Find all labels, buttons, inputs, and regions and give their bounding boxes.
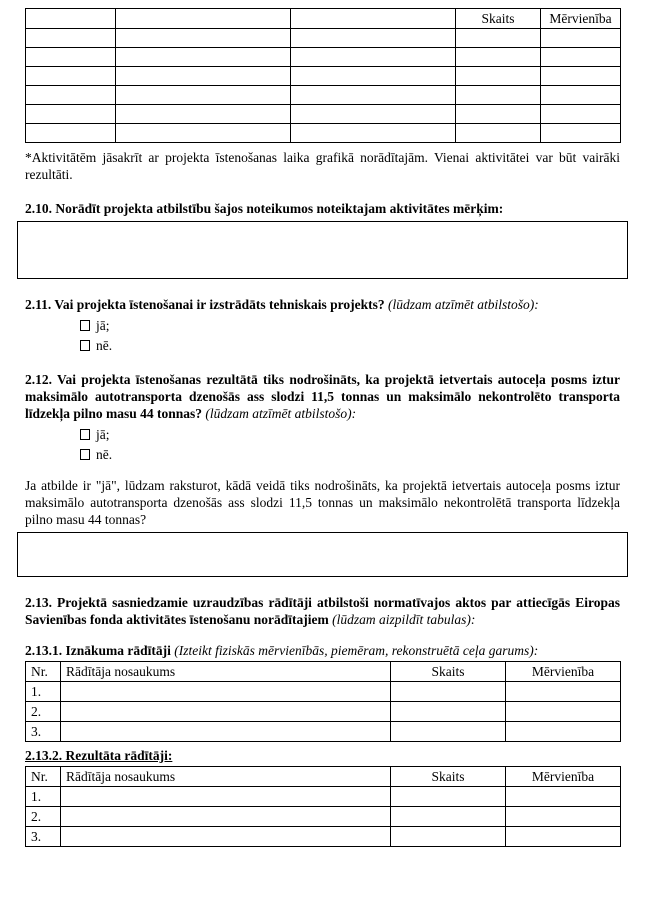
- col-header-mervieniba: Mērvienība: [541, 9, 621, 29]
- table-row: [26, 702, 621, 722]
- table-row: [26, 86, 621, 105]
- table-header-row: [26, 9, 621, 29]
- table-cell[interactable]: [456, 29, 541, 48]
- activities-footnote: *Aktivitātēm jāsakrīt ar projekta īstenošanas laika grafikā norādītajām. Vienai aktivitātei var būt vairāki rezultāti.: [25, 150, 620, 182]
- table-row: [26, 67, 621, 86]
- q2-11-question: [25, 296, 620, 313]
- q2-10-answer-box[interactable]: [17, 221, 628, 279]
- activities-results-table: [25, 8, 621, 143]
- table-cell[interactable]: [541, 67, 621, 86]
- col-header-nosaukums: Rādītāja nosaukums: [61, 662, 391, 682]
- row-number: 1.: [26, 682, 61, 702]
- table-cell[interactable]: [541, 105, 621, 124]
- table-cell[interactable]: [506, 807, 621, 827]
- table-cell[interactable]: [506, 682, 621, 702]
- table-cell[interactable]: [541, 124, 621, 143]
- q2-12-question-text: 2.12. Vai projekta īstenošanas rezultātā tiks nodrošināts, ka projektā ietvertais autoceļa posms iztur maksimālo autotransporta dzenošās ass slodzi 11,5 tonnas un maksimālo nekontrolēto transporta līdzekļa pilno masu 44 tonnas?: [25, 372, 620, 421]
- q2-13-title: [25, 594, 620, 628]
- table-cell[interactable]: [506, 827, 621, 847]
- q2-12-hint: (lūdzam atzīmēt atbilstošo):: [205, 406, 357, 421]
- table-cell[interactable]: [291, 29, 456, 48]
- q2-13-hint: (lūdzam aizpildīt tabulas):: [332, 612, 476, 627]
- option-label-ja: jā;: [96, 427, 110, 442]
- table-cell[interactable]: [61, 787, 391, 807]
- table-cell[interactable]: [291, 9, 456, 29]
- q2-11-option-ne: [80, 337, 620, 354]
- table-cell[interactable]: [26, 105, 116, 124]
- table-cell[interactable]: [26, 29, 116, 48]
- table-cell[interactable]: [61, 827, 391, 847]
- table-cell[interactable]: [541, 48, 621, 67]
- table-cell[interactable]: [456, 67, 541, 86]
- q2-12-options: [80, 426, 620, 463]
- q2-12-followup: Ja atbilde ir "jā", lūdzam raksturot, kādā veidā tiks nodrošināts, ka projektā ietvertais autoceļa posms iztur maksimālo autotransporta dzenošās ass slodzi 11,5 tonnas un maksimālo nekontrolētā transporta līdzekļa pilno masu 44 tonnas?: [25, 478, 620, 527]
- table-row: [26, 827, 621, 847]
- row-number: 3.: [26, 722, 61, 742]
- table-cell[interactable]: [456, 124, 541, 143]
- table-cell[interactable]: [116, 86, 291, 105]
- col-header-skaits: Skaits: [391, 767, 506, 787]
- table-cell[interactable]: [116, 67, 291, 86]
- col-header-nr: Nr.: [26, 662, 61, 682]
- table-cell[interactable]: [116, 105, 291, 124]
- table-cell[interactable]: [61, 682, 391, 702]
- q2-13-2-title: [25, 747, 620, 764]
- q2-11-options: [80, 317, 620, 354]
- table-cell[interactable]: [291, 86, 456, 105]
- table-cell[interactable]: [291, 124, 456, 143]
- q2-13-2-title-text: 2.13.2. Rezultāta rādītāji:: [25, 748, 173, 763]
- table-cell[interactable]: [391, 807, 506, 827]
- table-row: [26, 29, 621, 48]
- checkbox-ja-icon[interactable]: [80, 429, 90, 440]
- table-cell[interactable]: [456, 105, 541, 124]
- table-cell[interactable]: [506, 722, 621, 742]
- row-number: 3.: [26, 827, 61, 847]
- table-cell[interactable]: [116, 124, 291, 143]
- q2-13-title-text: 2.13. Projektā sasniedzamie uzraudzības rādītāji atbilstoši normatīvajos aktos par attiecīgās Eiropas Savienības fonda aktivitātes īstenošanu norādītajiem: [25, 595, 620, 627]
- table-cell[interactable]: [391, 682, 506, 702]
- iznakuma-raditaji-table: [25, 661, 621, 742]
- table-row: [26, 682, 621, 702]
- q2-12-question: [25, 371, 620, 422]
- col-header-mervieniba: Mērvienība: [506, 767, 621, 787]
- q2-12-answer-box[interactable]: [17, 532, 628, 577]
- table-cell[interactable]: [26, 124, 116, 143]
- table-cell[interactable]: [456, 48, 541, 67]
- table-cell[interactable]: [541, 29, 621, 48]
- col-header-skaits: Skaits: [456, 9, 541, 29]
- col-header-skaits: Skaits: [391, 662, 506, 682]
- col-header-nosaukums: Rādītāja nosaukums: [61, 767, 391, 787]
- checkbox-ne-icon[interactable]: [80, 449, 90, 460]
- row-number: 2.: [26, 702, 61, 722]
- table-cell[interactable]: [26, 48, 116, 67]
- q2-13-1-title: [25, 642, 620, 659]
- table-row: [26, 48, 621, 67]
- q2-11-option-ja: [80, 317, 620, 334]
- table-cell[interactable]: [506, 787, 621, 807]
- table-cell[interactable]: [116, 9, 291, 29]
- table-cell[interactable]: [26, 86, 116, 105]
- q2-12-option-ne: [80, 446, 620, 463]
- checkbox-ja-icon[interactable]: [80, 320, 90, 331]
- row-number: 1.: [26, 787, 61, 807]
- table-cell[interactable]: [291, 48, 456, 67]
- table-cell[interactable]: [26, 67, 116, 86]
- table-row: [26, 124, 621, 143]
- table-cell[interactable]: [26, 9, 116, 29]
- table-header-row: [26, 662, 621, 682]
- table-row: [26, 787, 621, 807]
- col-header-nr: Nr.: [26, 767, 61, 787]
- table-row: [26, 105, 621, 124]
- q2-11-hint: (lūdzam atzīmēt atbilstošo):: [388, 297, 539, 312]
- table-cell[interactable]: [456, 86, 541, 105]
- q2-11-question-text: 2.11. Vai projekta īstenošanai ir izstrādāts tehniskais projekts?: [25, 297, 385, 312]
- table-row: [26, 722, 621, 742]
- table-cell[interactable]: [291, 105, 456, 124]
- rezultata-raditaji-table: [25, 766, 621, 847]
- table-cell[interactable]: [391, 722, 506, 742]
- q2-10-title: 2.10. Norādīt projekta atbilstību šajos noteikumos noteiktajam aktivitātes mērķim:: [25, 201, 504, 216]
- table-cell[interactable]: [61, 807, 391, 827]
- q2-13-1-hint: (Izteikt fiziskās mērvienībās, piemēram, rekonstruētā ceļa garums):: [174, 643, 539, 658]
- row-number: 2.: [26, 807, 61, 827]
- option-label-ne: nē.: [96, 447, 113, 462]
- option-label-ne: nē.: [96, 338, 113, 353]
- table-cell[interactable]: [391, 702, 506, 722]
- table-header-row: [26, 767, 621, 787]
- table-cell[interactable]: [61, 722, 391, 742]
- table-cell[interactable]: [541, 86, 621, 105]
- q2-13-1-title-text: 2.13.1. Iznākuma rādītāji: [25, 643, 171, 658]
- table-cell[interactable]: [291, 67, 456, 86]
- checkbox-ne-icon[interactable]: [80, 340, 90, 351]
- table-cell[interactable]: [116, 29, 291, 48]
- table-cell[interactable]: [506, 702, 621, 722]
- table-cell[interactable]: [391, 827, 506, 847]
- q2-12-option-ja: [80, 426, 620, 443]
- col-header-mervieniba: Mērvienība: [506, 662, 621, 682]
- table-cell[interactable]: [116, 48, 291, 67]
- table-row: [26, 807, 621, 827]
- table-cell[interactable]: [391, 787, 506, 807]
- option-label-ja: jā;: [96, 318, 110, 333]
- table-cell[interactable]: [61, 702, 391, 722]
